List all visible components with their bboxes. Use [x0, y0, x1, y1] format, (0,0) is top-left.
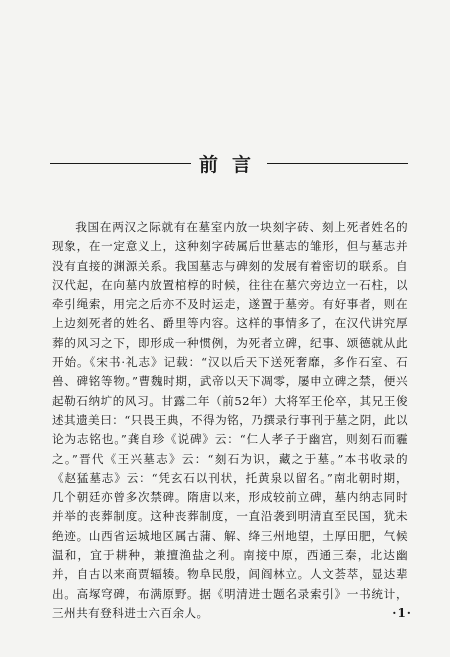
section-heading — [50, 148, 408, 178]
page-number: ·1· — [392, 606, 412, 620]
heading-title: 前言 — [199, 153, 266, 176]
heading-rule-left — [50, 163, 191, 164]
heading-rule-right — [267, 163, 408, 164]
body-paragraph: 我国在两汉之际就有在墓室内放一块刻字砖、刻上死者姓名的现象，在一定意义上，这种刻字砖属后世墓志的雏形，但与墓志并没有直接的渊源关系。我国墓志与碑刻的发展有着密切的联系。自汉代起，在向墓内放置棺椁的时候，往往在墓穴旁边立一石柱，以牵引绳索，用完之后亦不及时运走，遂置于墓旁。有好事者，则在上边刻死者的姓名、爵里等内容。这样的事情多了，在汉代讲究厚葬的风习之下，即形成一种惯例，为死者立碑，纪事、颂德就从此开始。《宋书·礼志》记载：“汉以后天下送死奢靡，多作石室、石兽、碑铭等物。”曹魏时期，武帝以天下凋零，屡申立碑之禁，便兴起勒石纳圹的风习。甘露二年（前52年）大将军王伦卒，其兄王俊述其遗美曰：“只畏王典，不得为铭，乃撰录行事刊于墓之阴，此以论为志铭也。”龚自珍《说碑》云：“仁人孝子于幽宫，则刻石而霾之。”晋代《王兴墓志》云：“刻石为识，藏之于墓。”本书收录的《赵猛墓志》云：“凭玄石以刊状，托黄泉以留名。”南北朝时期，几个朝廷亦曾多次禁碑。隋唐以来，形成较前立碑，墓内纳志同时并举的丧葬制度。这种丧葬制度，一直沿袭到明清直至民国，犹未绝迹。山西省运城地区属古蒲、解、绛三州地望，土厚田肥，气候温和，宜于耕种，兼擅渔盐之利。南接中原，西通三秦，北达幽并，自古以来商贾辐辏。物阜民殷，闾阎林立。人文荟萃，显达辈出。高塚穹碑，布满原野。据《明清进士题名录索引》一书统计，三州共有登科进士六百余人。 — [52, 220, 408, 620]
